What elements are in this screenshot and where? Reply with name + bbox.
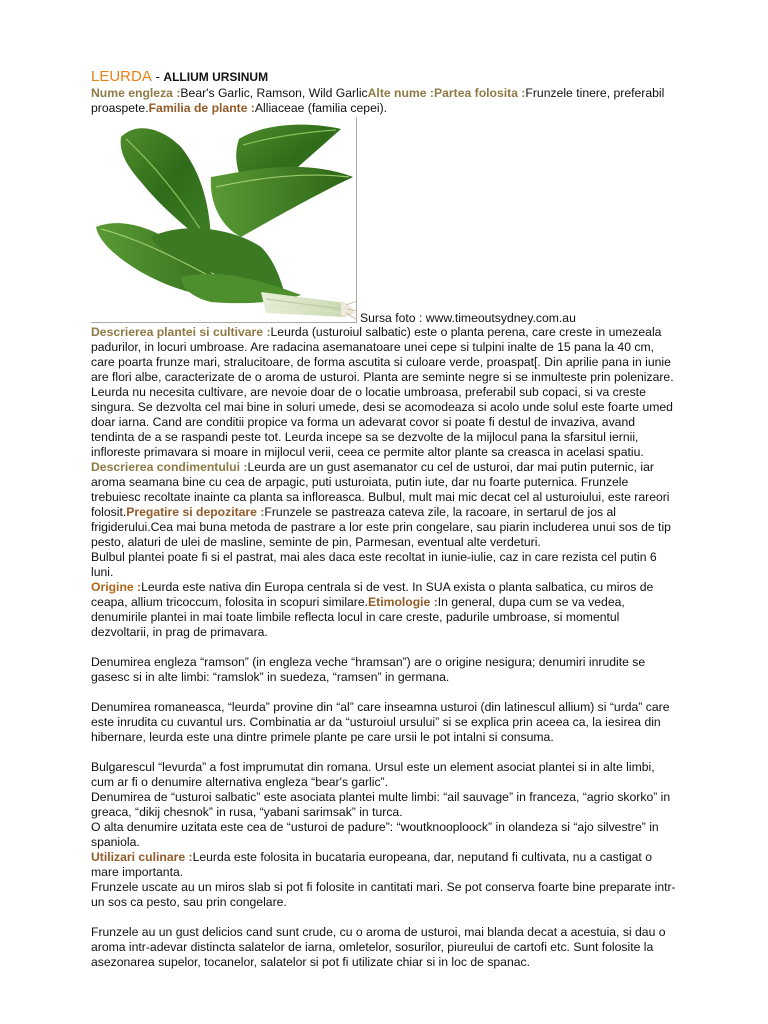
part-used-text: Frunzele tinere, preferabil proaspete. [91,86,665,115]
storage-label: Pregatire si depozitare : [126,505,265,519]
bulgarian-name-paragraph: Bulgarescul “levurda” a fost imprumutat din romana. Ursul este un element asociat plantei si in alte limbi, cum ar fi o denumire alternativa engleza “bear's garlic”. [91,760,655,789]
origin-text: Leurda este nativa din Europa centrala si de vest. In SUA exista o planta salbatica, cu miros de ceapa, allium tricoccum, folosita in scopuri similare. [91,580,654,609]
english-name-text: Bear's Garlic, Ramson, Wild Garlic [180,86,368,100]
cultivation-paragraph: Leurda nu necesita cultivare, are nevoie doar de o locatie umbroasa, preferabil sub copaci, si va creste singura. Se dezvolta cel mai bine in soluri umede, desi se acomodeaza si acolo unde solul este foarte umed doar iarna. Cand are conditii propice va forma un adevarat covor si poate fi destul de invaziva, avand tendinta de a se raspandi peste tot. Leurda incepe sa se dezvolte de la mijlocul pana la sfarsitul iernii, infloreste primavara si moare in mijlocul verii, ceea ce permite altor plante sa creasca in acelasi spatiu. [91,385,673,459]
family-label: Familia de plante : [148,101,255,115]
description-paragraph [91,325,678,385]
storage-text: Frunzele se pastreaza cateva zile, la racoare, in sertarul de jos al frigiderului.Cea mai buna metoda de pastrare a lor este prin congelare, sau piarin includerea unui sos de tip pesto, alaturi de ulei de masline, seminte de pin, Parmesan, eventual alte verdeturi. [91,505,671,549]
article-title [91,68,678,86]
title-separator: - [151,69,164,84]
english-name-label: Nume engleza : [91,86,181,100]
article-body [91,68,678,970]
bulb-paragraph: Bulbul plantei poate fi si el pastrat, mai ales daca este recoltat in iunie-iulie, caz in care rezista cel putin 6 luni. [91,550,657,579]
alt-name-label: Alte nume : [367,86,434,100]
title-main: LEURDA [91,68,152,85]
etymology-label: Etimologie : [368,595,438,609]
family-text: Alliaceae (familia cepei). [254,101,388,115]
taste-paragraph: Frunzele au un gust delicios cand sunt crude, cu o aroma de usturoi, mai blanda decat a acestuia, si dau o aroma intr-adevar distincta salatelor de iarna, omletelor, sosurilor, piureului de cartofi etc. Sunt folosite la asezonarea supelor, tocanelor, salatelor si pot fi utilizate chiar si in loc de spanac. [91,925,666,969]
wild-garlic-names-paragraph: Denumirea de “usturoi salbatic” este asociata plantei multe limbi: “ail sauvage” in franceza, “agrio skorko” in greaca, “dikij chesnok” in rusa, “yabani sarimsak” in turca. [91,790,671,819]
romanian-name-paragraph: Denumirea romaneasca, “leurda” provine din “al” care inseamna usturoi (din latinescul allium) si “urda” care este inrudita cu cuvantul urs. Combinatia ar da “usturoiul ursului” si se explica prin aceea ca, la iesirea din hibernare, leurda este una dintre primele plante pe care ursii le pot intalni si consuma. [91,700,670,744]
forest-garlic-paragraph: O alta denumire uzitata este cea de “usturoi de padure”: “woutknooploock” in olandeza si “ajo silvestre” in spaniola. [91,820,659,849]
spacer [91,685,678,700]
condiment-paragraph [91,460,678,550]
ramson-paragraph: Denumirea engleza “ramson” (in engleza veche “hramsan”) are o origine nesigura; denumiri inrudite se gasesc si in alte limbi: “ramslok” in suedeza, “ramsen” in germana. [91,655,646,684]
condiment-text: Leurda are un gust asemanator cu cel de usturoi, dar mai putin puternic, iar aroma seamana bine cu cea de arpagic, puti usturoiata, putin iute, dar nu foarte puternica. Frunzele trebuiesc recoltate inainte ca planta sa infloreasca. Bulbul, mult mai mic decat cel al usturoiului, este rareori folosit. [91,460,670,519]
condiment-label: Descrierea condimentului : [91,460,248,474]
part-used-label: Partea folosita : [433,86,526,100]
spacer [91,640,678,655]
wild-garlic-image [91,117,357,323]
intro-paragraph [91,86,678,116]
culinary-paragraph [91,850,678,880]
etymology-text: In general, dupa cum se va vedea, denumirile plantei in mai toate limbile reflecta locul in care creste, padurile umbroase, si momentul dezvoltarii, in prag de primavara. [91,595,625,639]
photo-row [91,117,678,325]
spacer [91,745,678,760]
origin-label: Origine : [91,580,142,594]
description-text: Leurda (usturoiul salbatic) este o planta perena, care creste in umezeala padurilor, in locuri umbroase. Are radacina asemanatoare unei cepe si tulpini inalte de 15 pana la 40 cm, care poarta frunze mari, stralucitoare, de forma ascutita si culoare verde, proaspat[. Din aprilie pana in iunie are flori albe, caracterizate de o aroma de usturoi. Planta are seminte negre si se inmulteste prin polenizare. [91,325,674,384]
title-latin-name: ALLIUM URSINUM [163,70,269,84]
photo-credit: Sursa foto : www.timeoutsydney.com.au [360,311,576,325]
description-label: Descrierea plantei si cultivare : [91,325,271,339]
origin-paragraph [91,580,678,640]
spacer [91,910,678,925]
culinary-label: Utilizari culinare : [91,850,193,864]
wild-garlic-photo [91,117,357,323]
culinary-text: Leurda este folosita in bucataria europeana, dar, neputand fi cultivata, nu a castigat o mare importanta. [91,850,652,879]
dried-leaves-paragraph: Frunzele uscate au un miros slab si pot fi folosite in cantitati mari. Se pot conserva foarte bine preparate intr-un sos ca pesto, sau prin congelare. [91,880,676,909]
